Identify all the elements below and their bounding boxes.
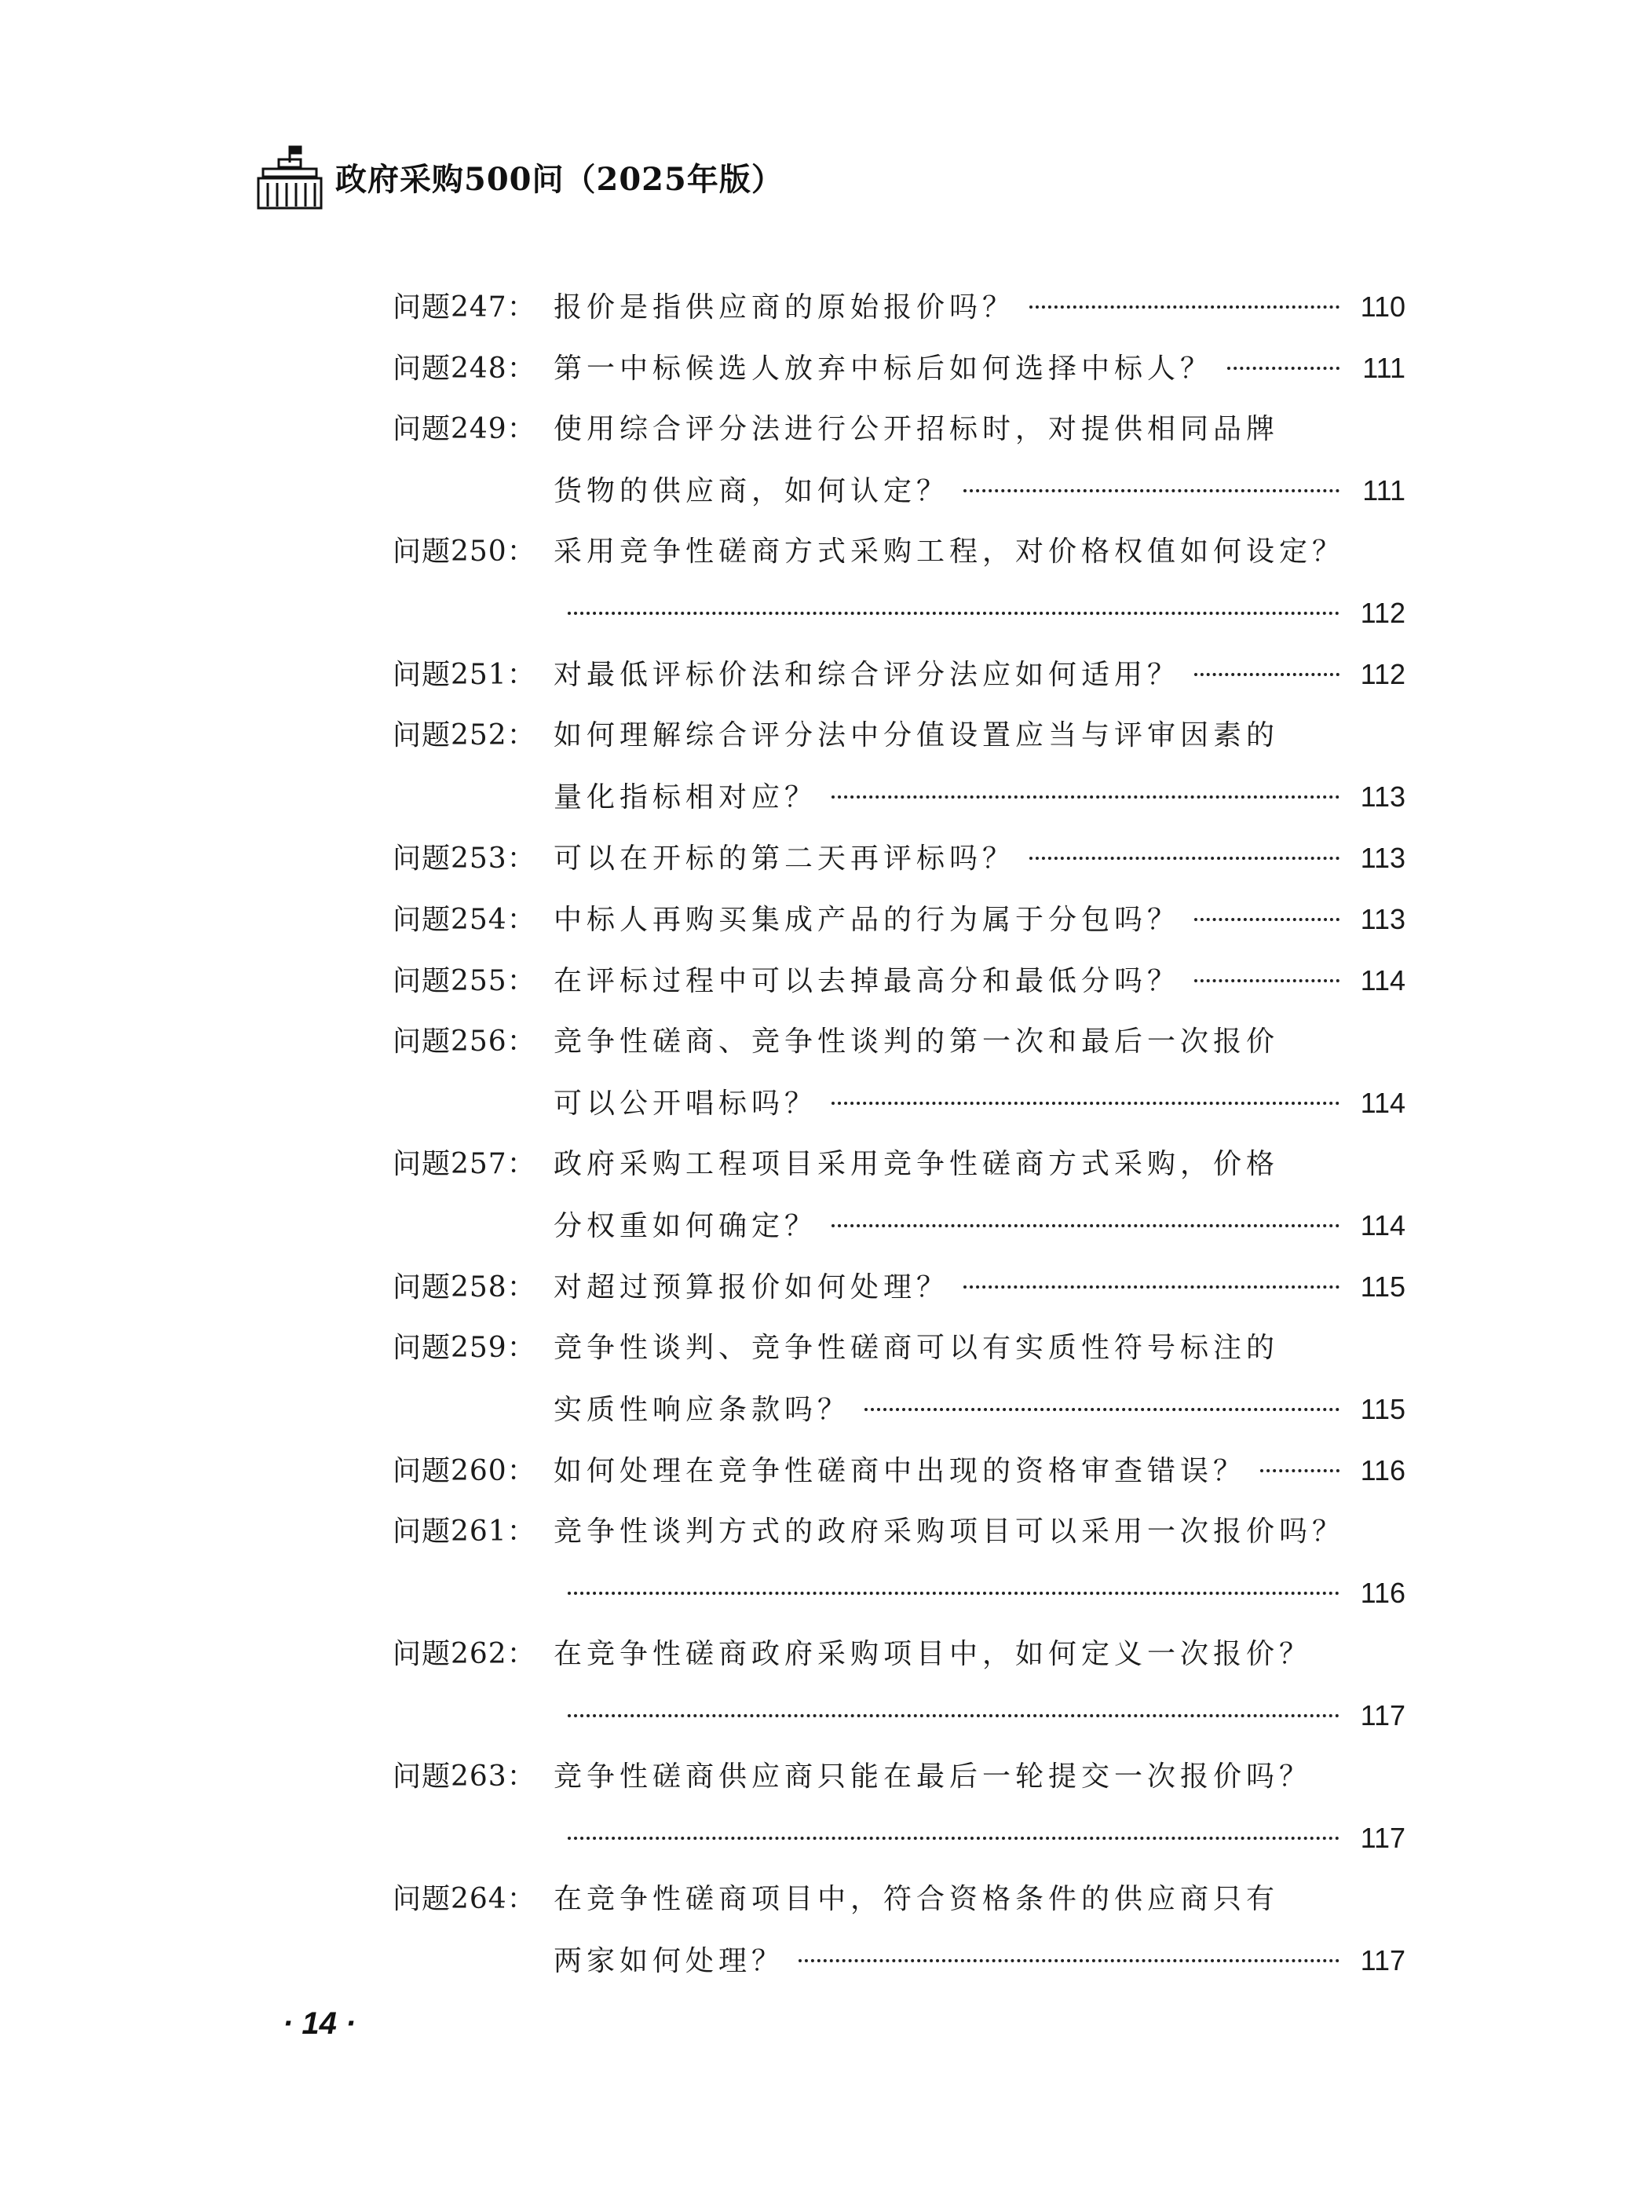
question-text: 竞争性谈判方式的政府采购项目可以采用一次报价吗？ [554,1515,1346,1548]
toc-page-number: 117 [1360,1822,1405,1854]
question-number: 问题257： [393,1148,536,1180]
running-header [255,141,784,212]
toc-entry[interactable] [393,889,1405,950]
question-text: 可以在开标的第二天再评标吗？ [554,843,1016,875]
question-number: 问题262： [393,1638,536,1670]
question-text: 对超过预算报价如何处理？ [554,1271,950,1303]
question-number: 问题251： [393,659,536,691]
toc-entry[interactable] [393,644,1405,705]
dot-leader [831,1224,1340,1227]
toc-line [393,521,1405,583]
toc-page-number: 115 [1360,1393,1405,1425]
dot-leader [568,1592,1340,1595]
dot-leader [799,1959,1340,1962]
toc-line [393,1318,1405,1379]
toc-entry[interactable] [393,276,1405,338]
toc-line [393,1869,1405,1930]
toc-entry[interactable] [393,1501,1405,1624]
toc-entry[interactable] [393,1318,1405,1440]
toc-entry[interactable] [393,828,1405,889]
dot-leader [831,795,1340,799]
toc-entry[interactable] [393,1134,1405,1256]
question-number: 问题263： [393,1760,536,1793]
toc-line [393,1563,1405,1624]
question-text: 对最低评标价法和综合评分法应如何适用？ [554,659,1181,691]
book-title: 政府采购500问（2025年版） [335,160,784,198]
dot-leader [1227,367,1340,370]
toc-line [393,766,1405,828]
question-text: 在竞争性磋商政府采购项目中，如何定义一次报价？ [554,1638,1313,1670]
question-text: 两家如何处理？ [554,1945,785,1977]
toc-entry[interactable] [393,950,1405,1011]
question-number: 问题261： [393,1515,536,1548]
question-text: 如何处理在竞争性磋商中出现的资格审查错误？ [554,1455,1247,1487]
question-text: 中标人再购买集成产品的行为属于分包吗？ [554,904,1181,936]
toc-page-number: 117 [1360,1944,1405,1976]
question-number: 问题255： [393,965,536,997]
toc-entry[interactable] [393,1624,1405,1746]
toc-page-number: 111 [1362,352,1405,384]
question-text: 采用竞争性磋商方式采购工程，对价格权值如何设定？ [554,536,1346,568]
toc-page-number: 113 [1360,903,1405,935]
toc-line [393,1134,1405,1195]
table-of-contents [393,276,1405,1991]
page-number: · 14 · [283,2006,356,2041]
toc-page-number: 115 [1360,1271,1405,1303]
dot-leader [568,1837,1340,1840]
toc-entry[interactable] [393,521,1405,644]
dot-leader [963,489,1340,492]
dot-leader [568,612,1340,615]
dot-leader [1260,1469,1340,1472]
toc-entry[interactable] [393,399,1405,521]
toc-page-number: 111 [1362,474,1405,506]
toc-line [393,1746,1405,1808]
question-number: 问题254： [393,904,536,936]
toc-page-number: 116 [1360,1454,1405,1486]
toc-page-number: 110 [1360,291,1405,323]
toc-page-number: 114 [1360,964,1405,996]
dot-leader [831,1102,1340,1105]
question-text: 竞争性磋商、竞争性谈判的第一次和最后一次报价 [554,1026,1280,1058]
question-text: 实质性响应条款吗？ [554,1394,851,1426]
question-text: 政府采购工程项目采用竞争性磋商方式采购，价格 [554,1148,1280,1180]
toc-entry[interactable] [393,1440,1405,1501]
toc-line [393,705,1405,766]
toc-entry[interactable] [393,705,1405,828]
toc-page-number: 112 [1360,658,1405,690]
question-number: 问题252： [393,719,536,751]
dot-leader [568,1714,1340,1717]
dot-leader [1194,979,1340,982]
dot-leader [1029,305,1340,309]
toc-entry[interactable] [393,1256,1405,1318]
toc-line [393,1930,1405,1991]
question-text: 如何理解综合评分法中分值设置应当与评审因素的 [554,719,1280,751]
question-text: 第一中标候选人放弃中标后如何选择中标人？ [554,353,1214,385]
toc-line [393,889,1405,950]
question-number: 问题258： [393,1271,536,1303]
building-icon [255,142,324,211]
toc-page-number: 114 [1360,1087,1405,1119]
question-number: 问题264： [393,1883,536,1915]
toc-line [393,950,1405,1011]
question-number: 问题260： [393,1455,536,1487]
toc-line [393,460,1405,521]
toc-line [393,338,1405,399]
question-number: 问题259： [393,1332,536,1364]
toc-page-number: 113 [1360,842,1405,874]
toc-entry[interactable] [393,1746,1405,1869]
question-text: 使用综合评分法进行公开招标时，对提供相同品牌 [554,413,1280,445]
toc-line [393,1440,1405,1501]
toc-page-number: 114 [1360,1209,1405,1241]
toc-page-number: 117 [1360,1699,1405,1731]
question-text: 报价是指供应商的原始报价吗？ [554,291,1016,324]
toc-line [393,1256,1405,1318]
question-text: 竞争性谈判、竞争性磋商可以有实质性符号标注的 [554,1332,1280,1364]
question-text: 货物的供应商，如何认定？ [554,475,950,507]
question-number: 问题256： [393,1026,536,1058]
dot-leader [1029,857,1340,860]
toc-entry[interactable] [393,338,1405,399]
toc-line [393,1379,1405,1440]
question-number: 问题248： [393,353,536,385]
toc-line [393,828,1405,889]
question-text: 竞争性磋商供应商只能在最后一轮提交一次报价吗？ [554,1760,1313,1793]
toc-line [393,1011,1405,1073]
question-text: 在竞争性磋商项目中，符合资格条件的供应商只有 [554,1883,1280,1915]
question-text: 可以公开唱标吗？ [554,1088,818,1120]
toc-line [393,644,1405,705]
question-number: 问题250： [393,536,536,568]
dot-leader [1194,918,1340,921]
question-number: 问题247： [393,291,536,324]
toc-line [393,1685,1405,1746]
question-number: 问题249： [393,413,536,445]
toc-entry[interactable] [393,1869,1405,1991]
question-text: 量化指标相对应？ [554,781,818,814]
toc-line [393,1073,1405,1134]
question-text: 在评标过程中可以去掉最高分和最低分吗？ [554,965,1181,997]
question-number: 问题253： [393,843,536,875]
toc-line [393,583,1405,644]
toc-page-number: 116 [1360,1577,1405,1609]
toc-line [393,399,1405,460]
dot-leader [1194,673,1340,676]
toc-line [393,1808,1405,1869]
dot-leader [963,1285,1340,1289]
toc-line [393,276,1405,338]
toc-page-number: 112 [1360,597,1405,629]
toc-line [393,1501,1405,1563]
toc-entry[interactable] [393,1011,1405,1134]
question-text: 分权重如何确定？ [554,1210,818,1242]
toc-line [393,1624,1405,1685]
toc-page-number: 113 [1360,781,1405,813]
toc-line [393,1195,1405,1256]
dot-leader [864,1408,1340,1411]
